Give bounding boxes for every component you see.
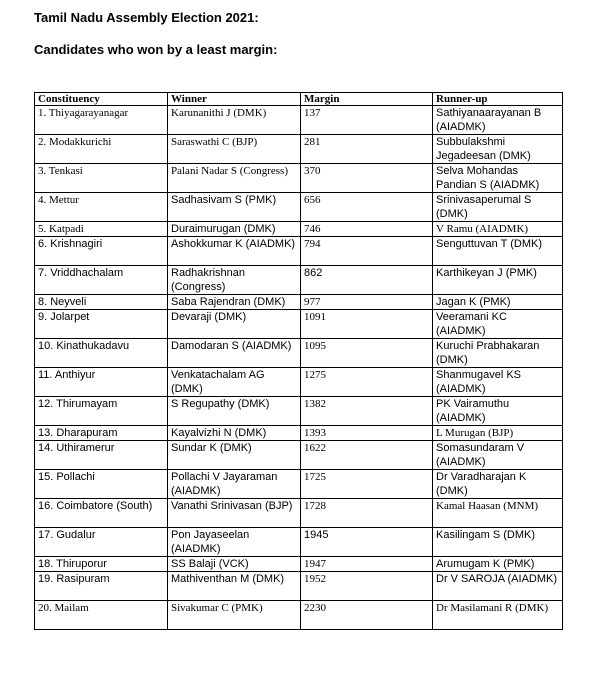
runner-up-cell: Dr V SAROJA (AIADMK) — [433, 572, 563, 601]
header-constituency: Constituency — [35, 93, 168, 106]
margin-cell: 977 — [301, 295, 433, 310]
table-header-row — [35, 93, 563, 106]
margin-cell: 1947 — [301, 557, 433, 572]
margin-cell: 137 — [301, 106, 433, 135]
constituency-cell: 1. Thiyagarayanagar — [35, 106, 168, 135]
table-row — [35, 222, 563, 237]
table-row — [35, 164, 563, 193]
runner-up-cell: PK Vairamuthu (AIADMK) — [433, 397, 563, 426]
constituency-cell: 17. Gudalur — [35, 528, 168, 557]
constituency-cell: 6. Krishnagiri — [35, 237, 168, 266]
table-row — [35, 193, 563, 222]
winner-cell: Kayalvizhi N (DMK) — [168, 426, 301, 441]
winner-cell: Damodaran S (AIADMK) — [168, 339, 301, 368]
constituency-cell: 13. Dharapuram — [35, 426, 168, 441]
constituency-cell: 12. Thirumayam — [35, 397, 168, 426]
table-row — [35, 310, 563, 339]
winner-cell: Saraswathi C (BJP) — [168, 135, 301, 164]
constituency-cell: 7. Vriddhachalam — [35, 266, 168, 295]
document-subtitle: Candidates who won by a least margin: — [34, 42, 278, 57]
constituency-cell: 9. Jolarpet — [35, 310, 168, 339]
runner-up-cell: Senguttuvan T (DMK) — [433, 237, 563, 266]
document-header — [34, 10, 574, 58]
margin-cell: 1275 — [301, 368, 433, 397]
table-row — [35, 339, 563, 368]
margin-cell: 370 — [301, 164, 433, 193]
runner-up-cell: Kasilingam S (DMK) — [433, 528, 563, 557]
constituency-cell: 14. Uthiramerur — [35, 441, 168, 470]
table-row — [35, 557, 563, 572]
runner-up-cell: Veeramani KC (AIADMK) — [433, 310, 563, 339]
winner-cell: Saba Rajendran (DMK) — [168, 295, 301, 310]
runner-up-cell: Srinivasaperumal S (DMK) — [433, 193, 563, 222]
table-row — [35, 528, 563, 557]
table-row — [35, 572, 563, 601]
margin-cell: 656 — [301, 193, 433, 222]
runner-up-cell: Karthikeyan J (PMK) — [433, 266, 563, 295]
runner-up-cell: L Murugan (BJP) — [433, 426, 563, 441]
winner-cell: SS Balaji (VCK) — [168, 557, 301, 572]
margin-cell: 1728 — [301, 499, 433, 528]
margin-cell: 2230 — [301, 601, 433, 630]
table-row — [35, 601, 563, 630]
winner-cell: Devaraji (DMK) — [168, 310, 301, 339]
table-row — [35, 106, 563, 135]
runner-up-cell: Kamal Haasan (MNM) — [433, 499, 563, 528]
constituency-cell: 11. Anthiyur — [35, 368, 168, 397]
table-row — [35, 470, 563, 499]
winner-cell: Pollachi V Jayaraman (AIADMK) — [168, 470, 301, 499]
constituency-cell: 20. Mailam — [35, 601, 168, 630]
runner-up-cell: Shanmugavel KS (AIADMK) — [433, 368, 563, 397]
runner-up-cell: Arumugam K (PMK) — [433, 557, 563, 572]
table-row — [35, 499, 563, 528]
winner-cell: Sivakumar C (PMK) — [168, 601, 301, 630]
runner-up-cell: V Ramu (AIADMK) — [433, 222, 563, 237]
winner-cell: Radhakrishnan (Congress) — [168, 266, 301, 295]
winner-cell: Vanathi Srinivasan (BJP) — [168, 499, 301, 528]
winner-cell: Ashokkumar K (AIADMK) — [168, 237, 301, 266]
table-row — [35, 266, 563, 295]
margin-cell: 794 — [301, 237, 433, 266]
table-row — [35, 426, 563, 441]
constituency-cell: 8. Neyveli — [35, 295, 168, 310]
constituency-cell: 10. Kinathukadavu — [35, 339, 168, 368]
table-row — [35, 295, 563, 310]
constituency-cell: 18. Thiruporur — [35, 557, 168, 572]
document-title: Tamil Nadu Assembly Election 2021: — [34, 10, 259, 25]
runner-up-cell: Dr Masilamani R (DMK) — [433, 601, 563, 630]
constituency-cell: 5. Katpadi — [35, 222, 168, 237]
winner-cell: Venkatachalam AG (DMK) — [168, 368, 301, 397]
margin-cell: 1393 — [301, 426, 433, 441]
winner-cell: Palani Nadar S (Congress) — [168, 164, 301, 193]
constituency-cell: 3. Tenkasi — [35, 164, 168, 193]
header-runner-up: Runner-up — [433, 93, 563, 106]
margin-cell: 281 — [301, 135, 433, 164]
runner-up-cell: Sathiyanaarayanan B (AIADMK) — [433, 106, 563, 135]
table-row — [35, 397, 563, 426]
constituency-cell: 2. Modakkurichi — [35, 135, 168, 164]
winner-cell: Mathiventhan M (DMK) — [168, 572, 301, 601]
runner-up-cell: Selva Mohandas Pandian S (AIADMK) — [433, 164, 563, 193]
margin-cell: 1945 — [301, 528, 433, 557]
table-row — [35, 135, 563, 164]
runner-up-cell: Dr Varadharajan K (DMK) — [433, 470, 563, 499]
margin-cell: 746 — [301, 222, 433, 237]
runner-up-cell: Subbulakshmi Jegadeesan (DMK) — [433, 135, 563, 164]
header-margin: Margin — [301, 93, 433, 106]
margin-cell: 1095 — [301, 339, 433, 368]
winner-cell: Pon Jayaseelan (AIADMK) — [168, 528, 301, 557]
winner-cell: S Regupathy (DMK) — [168, 397, 301, 426]
constituency-cell: 19. Rasipuram — [35, 572, 168, 601]
results-table — [34, 92, 563, 630]
runner-up-cell: Kuruchi Prabhakaran (DMK) — [433, 339, 563, 368]
margin-cell: 1091 — [301, 310, 433, 339]
margin-cell: 862 — [301, 266, 433, 295]
header-winner: Winner — [168, 93, 301, 106]
margin-cell: 1725 — [301, 470, 433, 499]
margin-cell: 1622 — [301, 441, 433, 470]
constituency-cell: 4. Mettur — [35, 193, 168, 222]
winner-cell: Sundar K (DMK) — [168, 441, 301, 470]
table-row — [35, 441, 563, 470]
runner-up-cell: Jagan K (PMK) — [433, 295, 563, 310]
winner-cell: Sadhasivam S (PMK) — [168, 193, 301, 222]
runner-up-cell: Somasundaram V (AIADMK) — [433, 441, 563, 470]
table-row — [35, 237, 563, 266]
winner-cell: Karunanithi J (DMK) — [168, 106, 301, 135]
constituency-cell: 15. Pollachi — [35, 470, 168, 499]
margin-cell: 1382 — [301, 397, 433, 426]
table-row — [35, 368, 563, 397]
margin-cell: 1952 — [301, 572, 433, 601]
winner-cell: Duraimurugan (DMK) — [168, 222, 301, 237]
constituency-cell: 16. Coimbatore (South) — [35, 499, 168, 528]
